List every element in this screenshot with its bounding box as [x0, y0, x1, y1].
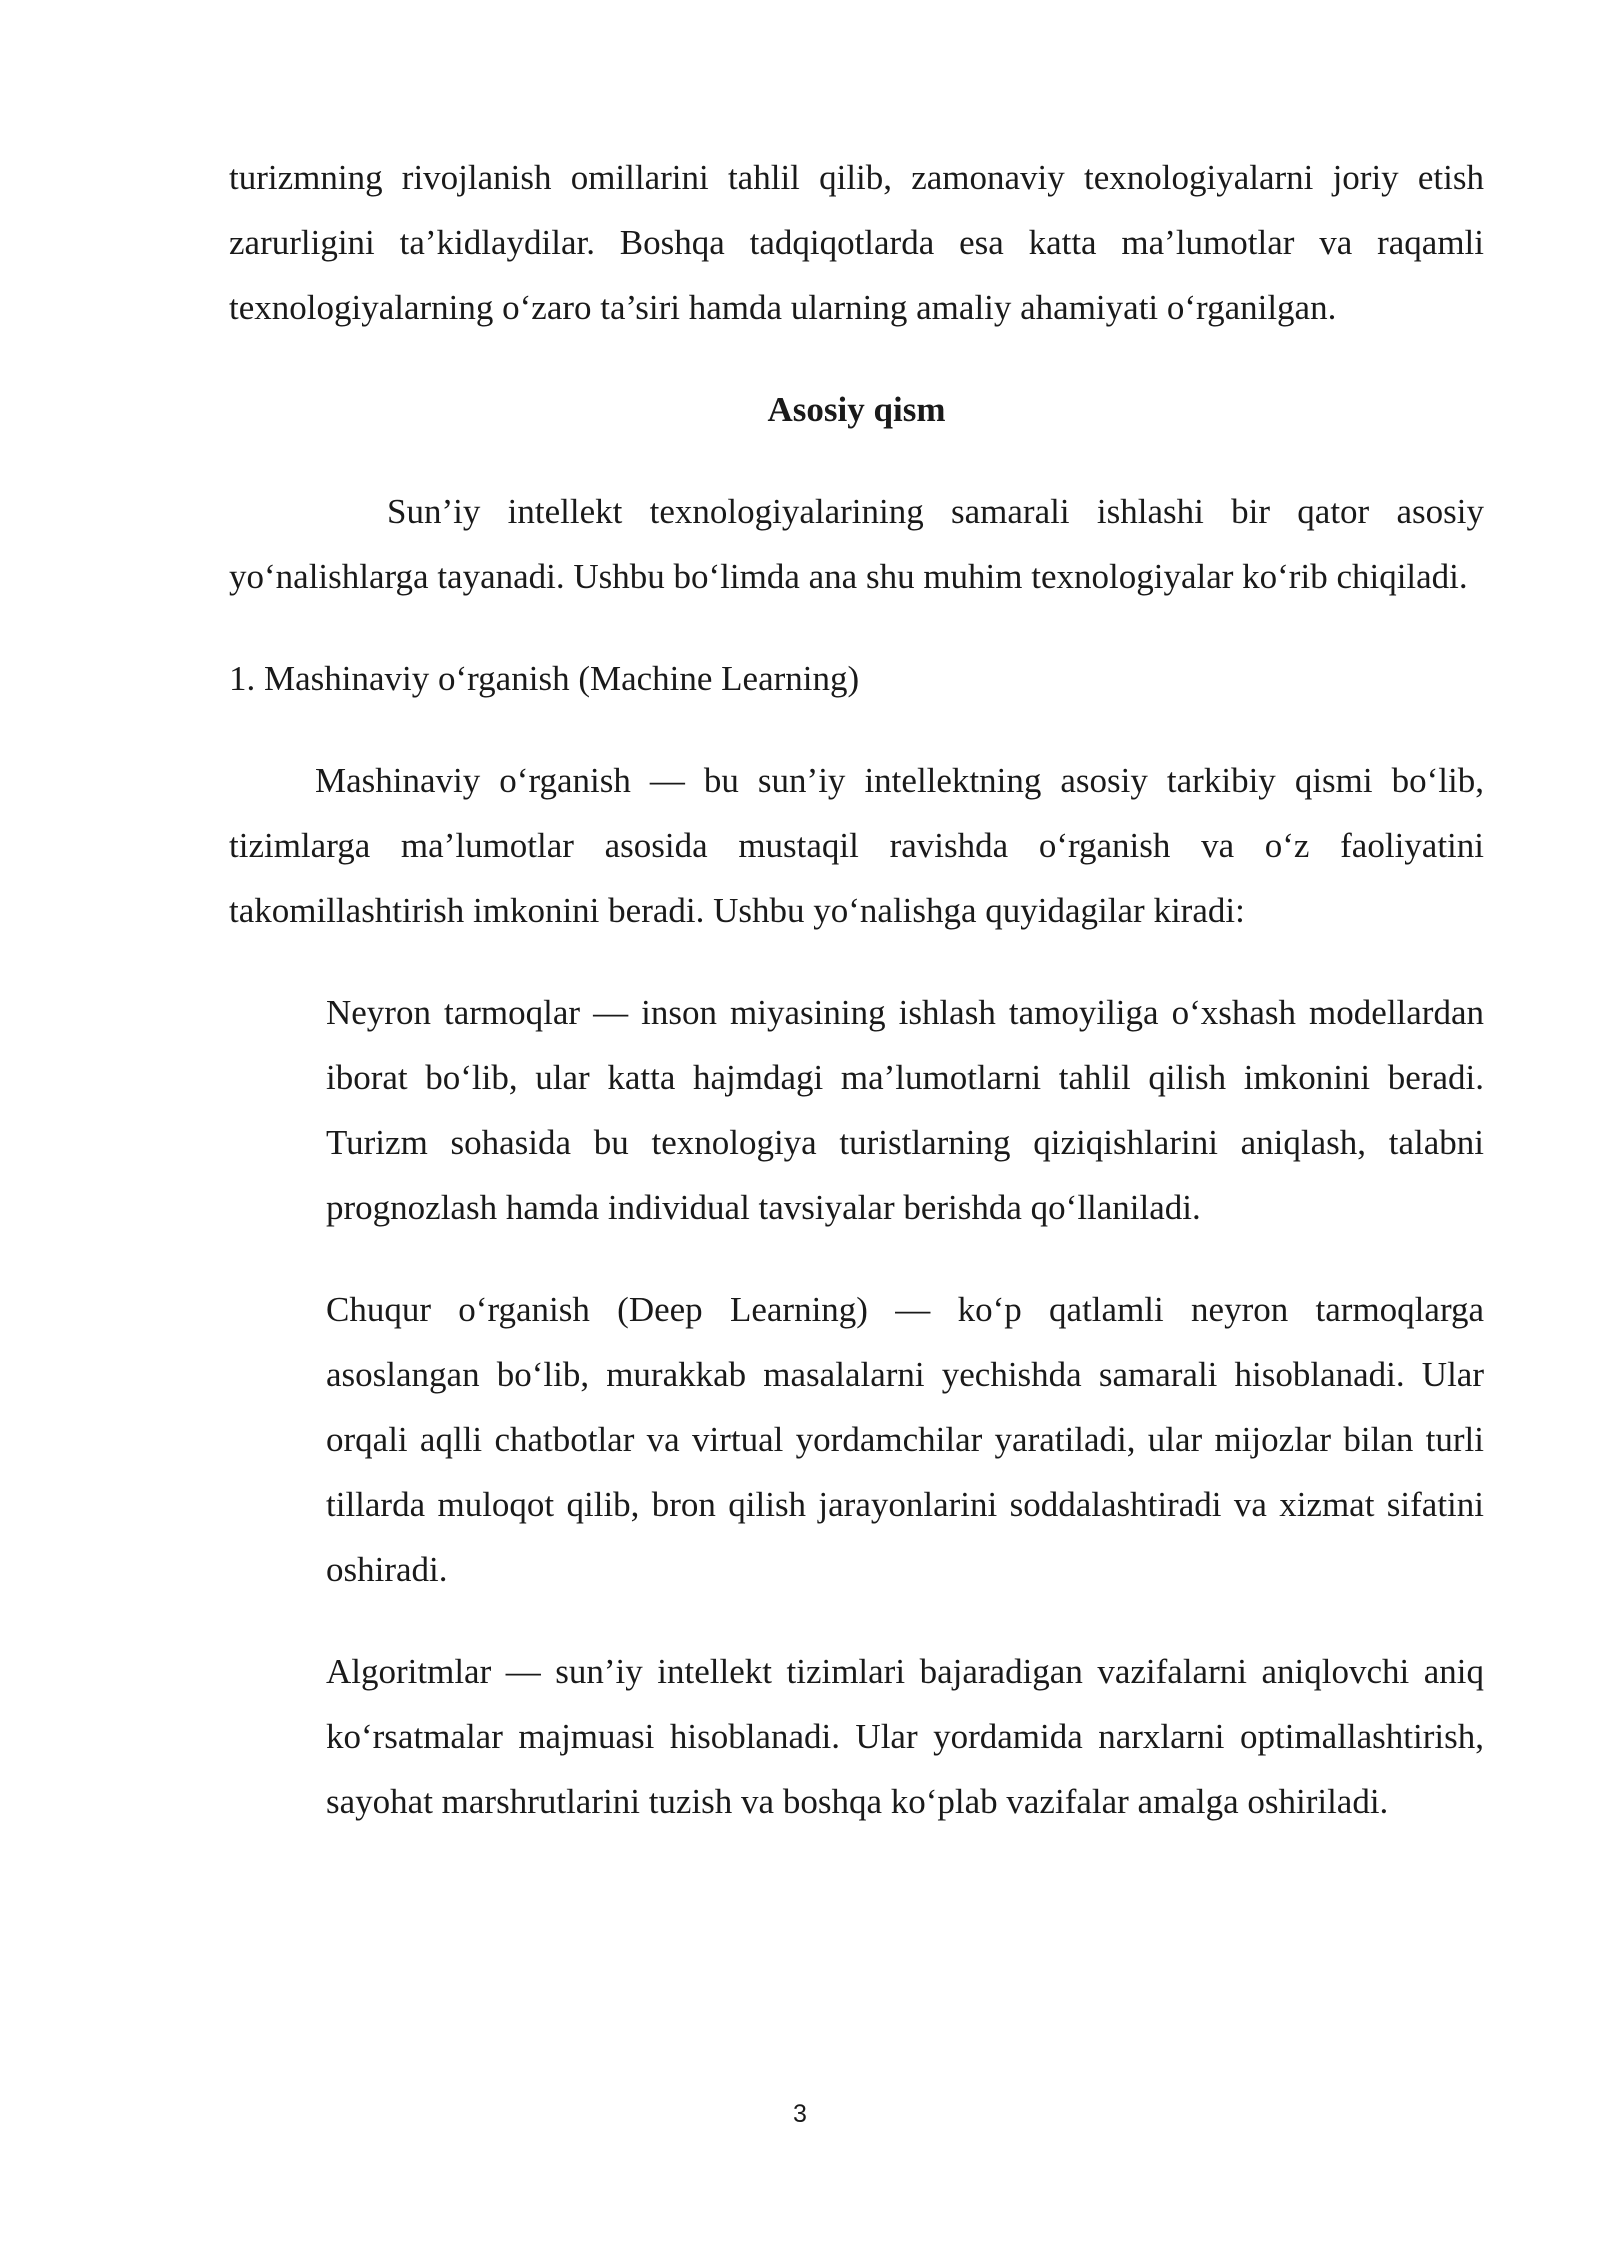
subitem-algorithms: Algoritmlar — sun’iy intellekt tizimlari bajaradigan vazifalarni aniqlovchi aniq ko‘rsatmalar majmuasi hisoblanadi. Ular yordamida narxlarni optimallashtirish, sayohat marshrutlarini tuzish va boshqa ko‘plab vazifalar amalga oshiriladi. — [326, 1652, 1484, 1821]
document-page — [229, 145, 1484, 1834]
subitem-neural-networks: Neyron tarmoqlar — inson miyasining ishlash tamoyiliga o‘xshash modellardan iborat bo‘lib, ular katta hajmdagi ma’lumotlarni tahlil qilish imkonini beradi. Turizm sohasida bu texnologiya turistlarning qiziqishlarini aniqlash, talabni prognozlash hamda individual tavsiyalar berishda qo‘llaniladi. — [326, 993, 1484, 1227]
page-number: 3 — [793, 2100, 807, 2128]
section-heading: Asosiy qism — [767, 390, 946, 429]
ml-paragraph: Mashinaviy o‘rganish — bu sun’iy intellektning asosiy tarkibiy qismi bo‘lib, tizimlarga ma’lumotlar asosida mustaqil ravishda o‘rganish va o‘z faoliyatini takomillashtirish imkonini beradi. Ushbu yo‘nalishga quyidagilar kiradi: — [229, 761, 1484, 930]
list-title: 1. Mashinaviy o‘rganish (Machine Learning) — [229, 659, 860, 698]
lead-paragraph: Sun’iy intellekt texnologiyalarining samarali ishlashi bir qator asosiy yo‘nalishlarga tayanadi. Ushbu bo‘limda ana shu muhim texnologiyalar ko‘rib chiqiladi. — [229, 492, 1484, 596]
subitem-deep-learning: Chuqur o‘rganish (Deep Learning) — ko‘p qatlamli neyron tarmoqlarga asoslangan bo‘lib, murakkab masalalarni yechishda samarali hisoblanadi. Ular orqali aqlli chatbotlar va virtual yordamchilar yaratiladi, ular mijozlar bilan turli tillarda muloqot qilib, bron qilish jarayonlarini soddalashtiradi va xizmat sifatini oshiradi. — [326, 1290, 1484, 1589]
intro-paragraph: turizmning rivojlanish omillarini tahlil qilib, zamonaviy texnologiyalarni joriy etish zarurligini ta’kidlaydilar. Boshqa tadqiqotlarda esa katta ma’lumotlar va raqamli texnologiyalarning o‘zaro ta’siri hamda ularning amaliy ahamiyati o‘rganilgan. — [229, 158, 1484, 327]
